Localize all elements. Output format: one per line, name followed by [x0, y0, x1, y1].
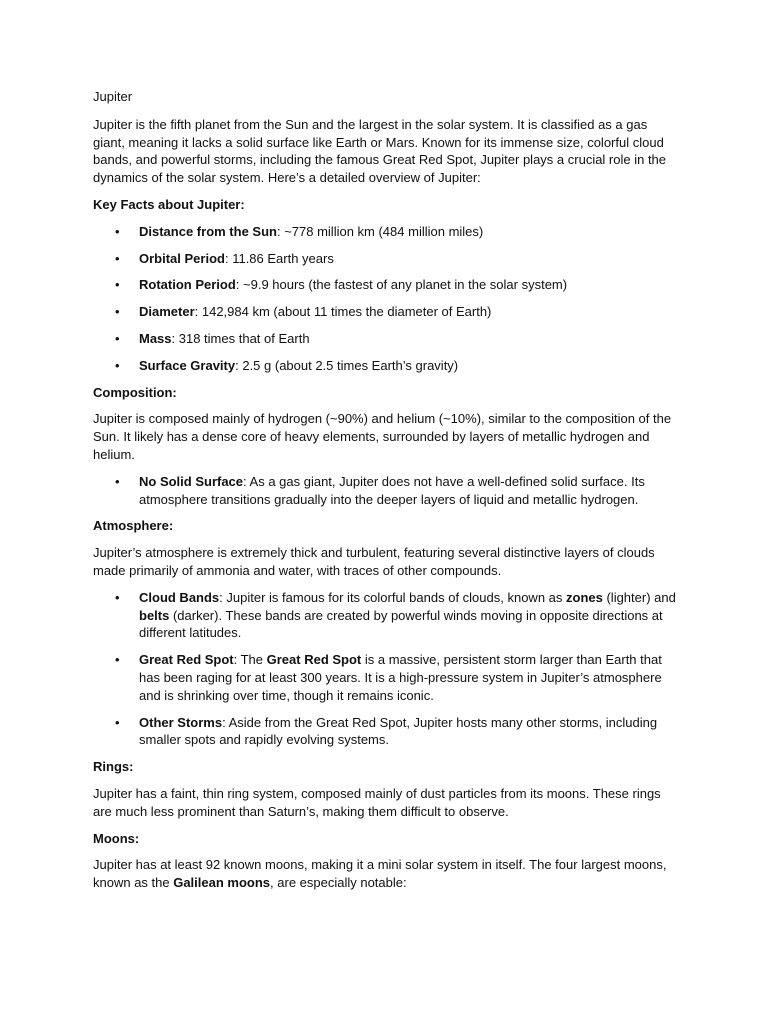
list-item	[93, 589, 676, 642]
item-text: : Jupiter is famous for its colorful bands of clouds, known as	[219, 589, 567, 605]
list-item	[93, 651, 676, 704]
bullet-icon: •	[115, 277, 120, 293]
bullet-icon: •	[115, 223, 120, 239]
fact-label: Diameter	[139, 304, 195, 320]
bullet-icon: •	[115, 357, 120, 373]
bullet-icon: •	[115, 589, 120, 605]
item-label: Cloud Bands	[139, 589, 220, 605]
composition-heading: Composition:	[93, 384, 177, 400]
fact-text: : 2.5 g (about 2.5 times Earth’s gravity)	[235, 357, 459, 373]
list-item	[93, 303, 676, 321]
fact-label: Rotation Period	[139, 277, 236, 293]
list-item	[93, 473, 676, 509]
item-text: : Aside from the Great Red Spot, Jupiter hosts many other storms, including smaller spots and rapidly evolving systems.	[139, 714, 658, 748]
list-item	[93, 276, 676, 294]
fact-text: : 142,984 km (about 11 times the diameter of Earth)	[194, 304, 492, 320]
great-red-spot-term: Great Red Spot	[266, 652, 362, 668]
fact-text: : ~778 million km (484 million miles)	[276, 223, 484, 239]
list-item	[93, 357, 676, 375]
fact-text: : ~9.9 hours (the fastest of any planet in the solar system)	[235, 277, 568, 293]
document-title: Jupiter	[93, 89, 133, 104]
moons-text: Jupiter has at least 92 known moons, making it a mini solar system in itself. The four largest moons, known as the	[93, 857, 667, 891]
fact-text: : 11.86 Earth years	[224, 250, 334, 266]
bullet-icon: •	[115, 473, 120, 489]
rings-paragraph: Jupiter has a faint, thin ring system, composed mainly of dust particles from its moons. These rings are much less prominent than Saturn’s, making them difficult to observe.	[93, 785, 661, 819]
item-label: Great Red Spot	[139, 652, 234, 668]
item-text: : As a gas giant, Jupiter does not have a well-defined solid surface. Its atmosphere transitions gradually into the deeper layers of liquid and metallic hydrogen.	[139, 473, 645, 507]
bullet-icon: •	[115, 304, 120, 320]
list-item	[93, 714, 676, 750]
atmosphere-list	[93, 589, 676, 749]
item-text: (darker). These bands are created by powerful winds moving in opposite directions at different latitudes.	[139, 607, 663, 641]
moons-text: , are especially notable:	[270, 875, 407, 891]
belts-term: belts	[139, 607, 170, 623]
bullet-icon: •	[115, 652, 120, 668]
item-text: (lighter) and	[602, 589, 676, 605]
atmosphere-heading: Atmosphere:	[93, 518, 174, 534]
fact-label: Orbital Period	[139, 250, 225, 266]
moons-heading: Moons:	[93, 830, 140, 846]
intro-paragraph: Jupiter is the fifth planet from the Sun and the largest in the solar system. It is classified as a gas giant, meaning it lacks a solid surface like Earth or Mars. Known for its immense size, colorful cloud bands, and powerful storms, including the famous Great Red Spot, Jupiter plays a crucial role in the dynamics of the solar system. Here’s a detailed overview of Jupiter:	[93, 116, 667, 186]
fact-label: Distance from the Sun	[139, 223, 277, 239]
atmosphere-paragraph: Jupiter’s atmosphere is extremely thick and turbulent, featuring several distinctive layers of clouds made primarily of ammonia and water, with traces of other compounds.	[93, 545, 655, 578]
bullet-icon: •	[115, 250, 120, 266]
rings-heading: Rings:	[93, 759, 134, 775]
fact-label: Mass	[139, 330, 172, 346]
bullet-icon: •	[115, 714, 120, 730]
composition-list	[93, 473, 676, 509]
list-item	[93, 330, 676, 348]
item-text: is a massive, persistent storm larger than Earth that has been raging for at least 300 years. It is a high-pressure system in Jupiter’s atmosphere and is shrinking over time, though it remains iconic.	[139, 652, 662, 703]
fact-text: : 318 times that of Earth	[171, 330, 310, 346]
key-facts-list	[93, 223, 676, 375]
item-text: : The	[233, 652, 267, 668]
fact-label: Surface Gravity	[139, 357, 236, 373]
bullet-icon: •	[115, 330, 120, 346]
item-label: Other Storms	[139, 714, 223, 730]
zones-term: zones	[566, 589, 603, 605]
list-item	[93, 223, 676, 241]
composition-paragraph: Jupiter is composed mainly of hydrogen (~90%) and helium (~10%), similar to the composition of the Sun. It likely has a dense core of heavy elements, surrounded by layers of metallic hydrogen and helium.	[93, 411, 672, 462]
item-label: No Solid Surface	[139, 473, 244, 489]
galilean-moons-term: Galilean moons	[173, 875, 271, 891]
list-item	[93, 250, 676, 268]
moons-paragraph	[93, 856, 676, 892]
key-facts-heading: Key Facts about Jupiter:	[93, 196, 245, 212]
